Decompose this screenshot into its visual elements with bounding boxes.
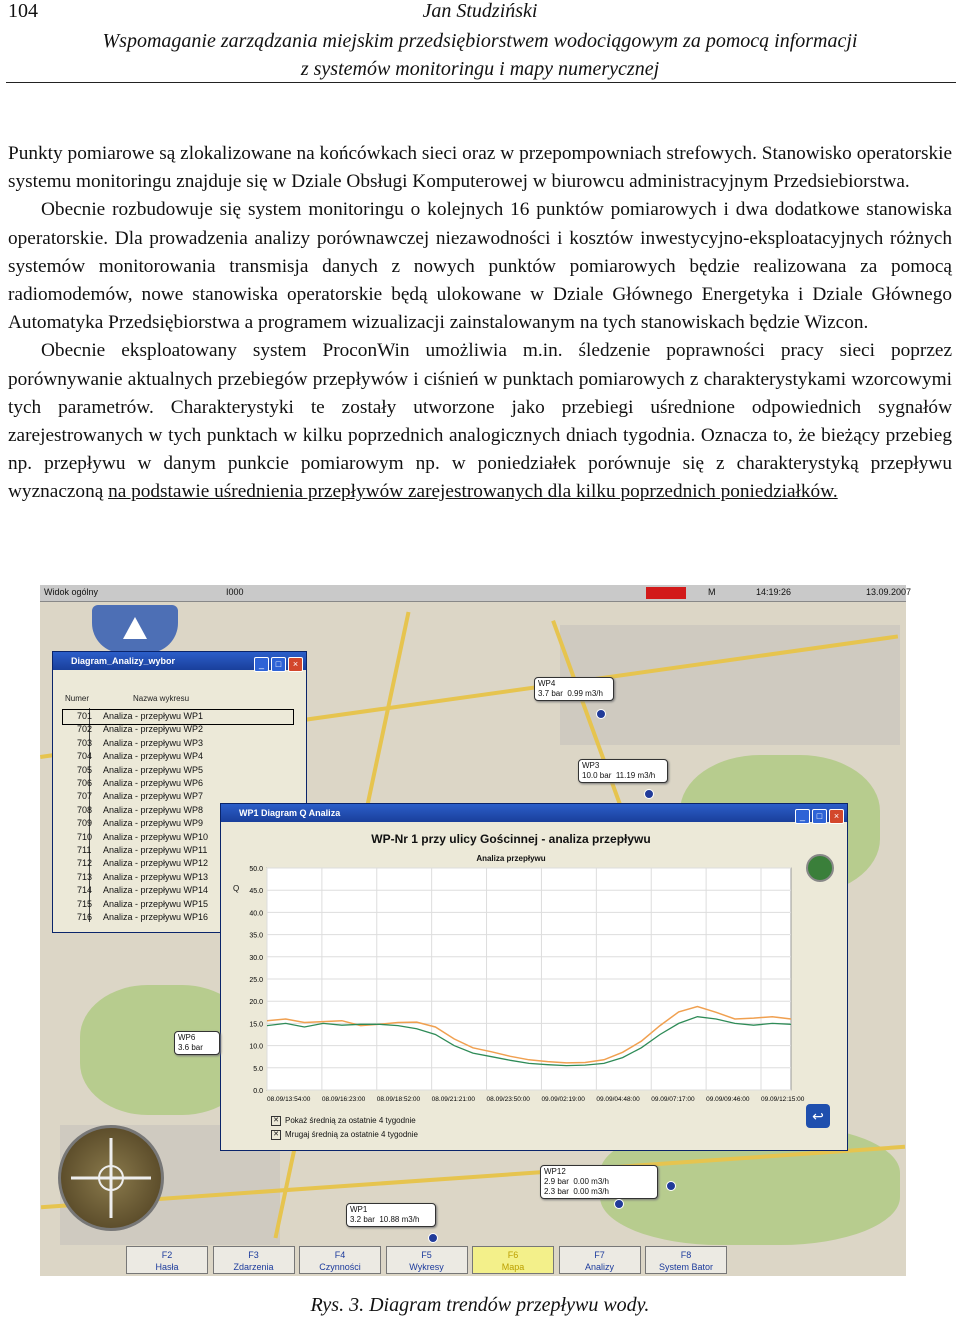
page-number: 104 bbox=[8, 0, 38, 22]
flow-chart bbox=[229, 864, 805, 1112]
fkey-button-f6[interactable] bbox=[472, 1246, 554, 1274]
check-icon: ✕ bbox=[271, 1116, 281, 1126]
logo-drop-icon bbox=[92, 605, 178, 653]
wp12-flow-1: 0.00 m3/h bbox=[573, 1177, 609, 1186]
running-title-line1: Wspomaganie zarządzania miejskim przedsiębiorstwem wodociągowym za pomocą informacji bbox=[102, 30, 858, 52]
wp4-flow: 0.99 m3/h bbox=[567, 689, 603, 698]
bubble-wp3[interactable] bbox=[578, 759, 668, 783]
fkey-button-f5[interactable] bbox=[386, 1246, 468, 1274]
bubble-wp1[interactable] bbox=[346, 1203, 436, 1227]
fkey-code: F7 bbox=[594, 1250, 605, 1260]
figure-caption: Rys. 3. Diagram trendów przepływu wody. bbox=[310, 1294, 650, 1316]
fkey-label: System Bator bbox=[658, 1262, 714, 1272]
column-number: Numer bbox=[65, 694, 90, 703]
fkey-label: Zdarzenia bbox=[233, 1262, 274, 1272]
wp1-name: WP1 bbox=[350, 1205, 368, 1214]
list-item-name: Analiza - przepływu WP9 bbox=[103, 818, 204, 829]
running-author: Jan Studziński bbox=[422, 0, 538, 22]
list-item-number: 701 bbox=[77, 711, 93, 721]
fkey-code: F5 bbox=[421, 1250, 432, 1260]
x-tick-label: 09.09/07:17:00 bbox=[651, 1096, 695, 1103]
fkey-label: Hasła bbox=[155, 1262, 179, 1272]
wp12-pressure-1: 2.9 bar bbox=[544, 1177, 569, 1186]
time-label: 14:19:26 bbox=[756, 587, 792, 597]
x-tick-label: 09.09/12:15:00 bbox=[761, 1096, 805, 1103]
analysis-list-window-title[interactable]: Diagram_Analizy_wybor bbox=[53, 652, 306, 670]
list-item-name: Analiza - przepływu WP6 bbox=[103, 778, 204, 788]
list-item-number: 709 bbox=[77, 818, 93, 829]
list-item-number: 712 bbox=[77, 858, 93, 869]
list-item[interactable] bbox=[63, 723, 293, 737]
minimize-icon[interactable]: _ bbox=[254, 657, 269, 672]
wp1-pressure: 3.2 bar bbox=[350, 1215, 375, 1224]
list-item[interactable] bbox=[63, 777, 293, 791]
status-bar bbox=[40, 585, 912, 602]
list-item-name: Analiza - przepływu WP11 bbox=[103, 845, 208, 855]
fkey-button-f3[interactable] bbox=[213, 1246, 295, 1274]
list-item-name: Analiza - przepływu WP15 bbox=[103, 898, 209, 909]
list-item-number: 715 bbox=[77, 898, 93, 909]
x-tick-label: 09.09/04:48:00 bbox=[596, 1096, 640, 1103]
wp12-pin-icon[interactable] bbox=[614, 1199, 624, 1209]
alarm-indicator[interactable] bbox=[646, 587, 686, 599]
bubble-wp12[interactable] bbox=[540, 1165, 658, 1199]
fkey-code: F6 bbox=[507, 1250, 519, 1260]
fkey-button-f8[interactable] bbox=[645, 1246, 727, 1274]
function-key-bar bbox=[126, 1246, 906, 1276]
chart-window bbox=[220, 803, 848, 1151]
wp4-pressure: 3.7 bar bbox=[538, 689, 563, 698]
x-tick-label: 08.09/21:21:00 bbox=[431, 1096, 476, 1103]
company-logo bbox=[92, 605, 178, 653]
wp3-pin-icon[interactable] bbox=[644, 789, 654, 799]
wp3-flow: 11.19 m3/h bbox=[615, 771, 656, 780]
x-tick-label: 08.09/13:54:00 bbox=[267, 1096, 311, 1103]
y-tick-label: 20.0 bbox=[249, 999, 263, 1007]
list-item-name: Analiza - przepływu WP7 bbox=[103, 791, 204, 802]
header-rule bbox=[6, 82, 956, 83]
wp1-pin-icon[interactable] bbox=[428, 1233, 438, 1243]
y-axis-label: Q bbox=[233, 884, 240, 893]
code-label: I000 bbox=[226, 587, 244, 597]
list-item[interactable] bbox=[63, 750, 293, 764]
y-tick-label: 40.0 bbox=[249, 910, 263, 918]
compass-icon[interactable] bbox=[58, 1125, 164, 1231]
figure-screenshot bbox=[40, 585, 912, 1276]
x-tick-label: 08.09/16:23:00 bbox=[321, 1096, 366, 1103]
paragraph-1: Punkty pomiarowe są zlokalizowane na końcówkach sieci oraz w przepompowniach strefowych. Stanowisko operatorskie systemu monitoringu znajduje się w Dziale Obsługi Komputerowej w biurowcu administracyjnym Przedsiebiorstwa. bbox=[8, 143, 952, 193]
wp4-pin-icon[interactable] bbox=[596, 709, 606, 719]
back-icon[interactable]: ↩ bbox=[806, 1104, 830, 1128]
list-item-name: Analiza - przepływu WP14 bbox=[103, 885, 209, 896]
list-item-number: 702 bbox=[77, 724, 93, 735]
list-item-name: Analiza - przepływu WP3 bbox=[103, 737, 204, 748]
refresh-icon[interactable] bbox=[806, 854, 834, 882]
list-item-number: 714 bbox=[77, 885, 93, 896]
list-item-number: 703 bbox=[77, 737, 93, 748]
x-tick-label: 08.09/18:52:00 bbox=[376, 1096, 421, 1103]
wp1-flow: 10.88 m3/h bbox=[379, 1215, 420, 1224]
y-tick-label: 25.0 bbox=[249, 977, 263, 984]
fkey-label: Mapa bbox=[501, 1262, 525, 1272]
x-tick-label: 09.09/02:19:00 bbox=[541, 1096, 585, 1103]
running-title bbox=[0, 27, 960, 83]
bubble-wp6[interactable] bbox=[174, 1031, 220, 1055]
list-item-name: Analiza - przepływu WP1 bbox=[103, 711, 204, 721]
wp12-name: WP12 bbox=[544, 1167, 566, 1176]
y-tick-label: 45.0 bbox=[249, 888, 263, 896]
date-label: 13.09.2007 bbox=[866, 587, 912, 597]
maximize-icon[interactable]: □ bbox=[812, 809, 827, 824]
list-item[interactable] bbox=[63, 710, 293, 724]
fkey-code: F4 bbox=[334, 1250, 346, 1260]
view-label: Widok ogólny bbox=[44, 587, 99, 597]
list-item-number: 705 bbox=[77, 764, 93, 775]
list-item-name: Analiza - przepływu WP2 bbox=[103, 724, 204, 735]
fkey-label: Wykresy bbox=[409, 1262, 444, 1272]
list-item-name: Analiza - przepływu WP12 bbox=[103, 858, 209, 869]
list-item-name: Analiza - przepływu WP4 bbox=[103, 751, 204, 762]
maximize-icon[interactable]: □ bbox=[271, 657, 286, 672]
list-item-number: 707 bbox=[77, 791, 93, 802]
mode-label: M bbox=[708, 587, 716, 597]
check-icon: ✕ bbox=[271, 1130, 281, 1140]
y-tick-label: 5.0 bbox=[253, 1065, 263, 1073]
fkey-button-f4[interactable] bbox=[299, 1246, 381, 1274]
wp3-name: WP3 bbox=[582, 761, 600, 770]
list-item-number: 713 bbox=[77, 871, 93, 882]
list-item-number: 716 bbox=[77, 912, 93, 922]
wp6-pressure: 3.6 bar bbox=[178, 1043, 203, 1052]
paragraph-3-main: Obecnie eksploatowany system ProconWin umożliwia m.in. śledzenie poprawności pracy sieci poprzez porównywanie aktualnych przebiegów przepływów i ciśnień w punktach pomiarowych z charakterystykami wzorcowymi tych parametrów. Charakterystyki te zostały utworzone jako przebiegi uśrednione odpowiednich sygnałów zarejestrowanych w tych punktach w kilku poprzednich analogicznych dniach tygodnia. Oznacza to, że bieżący przebieg np. przepływu w danym punkcie pomiarowym np. w poniedziałek porównuje się z charakterystyką przepływu wyznaczoną bbox=[8, 340, 952, 503]
chart-title: WP-Nr 1 przy ulicy Gościnnej - analiza przepływu bbox=[371, 832, 651, 846]
body-text bbox=[8, 140, 952, 507]
window-controls bbox=[252, 654, 303, 672]
close-icon[interactable]: × bbox=[829, 809, 844, 824]
fkey-label: Czynności bbox=[319, 1262, 361, 1272]
fkey-button-f2[interactable] bbox=[126, 1246, 208, 1274]
wp12-pin-icon[interactable] bbox=[666, 1181, 676, 1191]
checkbox-show-average[interactable] bbox=[271, 1116, 416, 1126]
chart-subtitle: Analiza przepływu bbox=[476, 854, 546, 863]
checkbox-blink-average[interactable] bbox=[271, 1130, 418, 1140]
list-item[interactable] bbox=[63, 737, 293, 751]
fkey-code: F2 bbox=[161, 1250, 173, 1260]
bubble-wp4[interactable] bbox=[534, 677, 614, 701]
y-tick-label: 35.0 bbox=[249, 932, 263, 940]
y-tick-label: 15.0 bbox=[249, 1021, 263, 1029]
close-icon[interactable]: × bbox=[288, 657, 303, 672]
list-item-number: 708 bbox=[77, 804, 93, 815]
wp12-pressure-2: 2.3 bar bbox=[544, 1187, 569, 1196]
y-tick-label: 50.0 bbox=[249, 866, 263, 873]
list-item[interactable] bbox=[63, 764, 293, 778]
list-item-name: Analiza - przepływu WP16 bbox=[103, 912, 209, 922]
checkbox-show-average-label: Pokaż średnią za ostatnie 4 tygodnie bbox=[285, 1116, 416, 1126]
y-tick-label: 10.0 bbox=[249, 1043, 263, 1051]
chart-window-title[interactable]: WP1 Diagram Q Analiza bbox=[221, 804, 847, 822]
list-item-name: Analiza - przepływu WP10 bbox=[103, 831, 209, 842]
list-item-name: Analiza - przepływu WP13 bbox=[103, 871, 209, 882]
minimize-icon[interactable]: _ bbox=[795, 809, 810, 824]
paragraph-2: Obecnie rozbudowuje się system monitoringu o kolejnych 16 punktów pomiarowych i dwa dodatkowe stanowiska operatorskie. Dla prowadzenia analizy porównawczej niezawodności i kosztów inwestycyjno-eksploatacyjnych różnych systemów monitorowania transmisja danych z nowych punktów pomiarowych będzie realizowana za pomocą radiomodemów, nowe stanowiska operatorskie będą ulokowane w Dziale Głównego Energetyka i Dziale Głównego Automatyka Przedsiębiorstwa a programem wizualizacji zainstalowanym na tych stanowiskach będzie Wizcon. bbox=[8, 199, 952, 334]
checkbox-blink-average-label: Mrugaj średnią za ostatnie 4 tygodnie bbox=[285, 1130, 418, 1140]
paragraph-3-last: na podstawie uśrednienia przepływów zarejestrowanych dla kilku poprzednich poniedziałków. bbox=[108, 481, 838, 503]
fkey-code: F8 bbox=[680, 1250, 692, 1260]
list-item[interactable] bbox=[63, 790, 293, 804]
list-item-number: 711 bbox=[77, 845, 92, 855]
list-item-name: Analiza - przepływu WP5 bbox=[103, 764, 204, 775]
y-tick-label: 0.0 bbox=[253, 1088, 263, 1095]
x-tick-label: 08.09/23:50:00 bbox=[486, 1096, 530, 1103]
list-item-name: Analiza - przepływu WP8 bbox=[103, 804, 204, 815]
list-item-number: 710 bbox=[77, 831, 93, 842]
wp12-flow-2: 0.00 m3/h bbox=[573, 1187, 609, 1196]
x-tick-label: 09.09/09:46:00 bbox=[706, 1096, 750, 1103]
fkey-code: F3 bbox=[248, 1250, 259, 1260]
paragraph-3 bbox=[8, 337, 952, 506]
fkey-button-f7[interactable] bbox=[559, 1246, 641, 1274]
column-name: Nazwa wykresu bbox=[133, 694, 190, 703]
fkey-label: Analizy bbox=[584, 1262, 614, 1272]
wp6-name: WP6 bbox=[178, 1033, 196, 1042]
wp3-pressure: 10.0 bar bbox=[582, 771, 612, 780]
running-title-line2: z systemów monitoringu i mapy numerycznej bbox=[300, 58, 660, 80]
wp4-name: WP4 bbox=[538, 679, 556, 688]
list-item-number: 704 bbox=[77, 751, 93, 762]
list-item-number: 706 bbox=[77, 778, 93, 788]
y-tick-label: 30.0 bbox=[249, 954, 263, 962]
